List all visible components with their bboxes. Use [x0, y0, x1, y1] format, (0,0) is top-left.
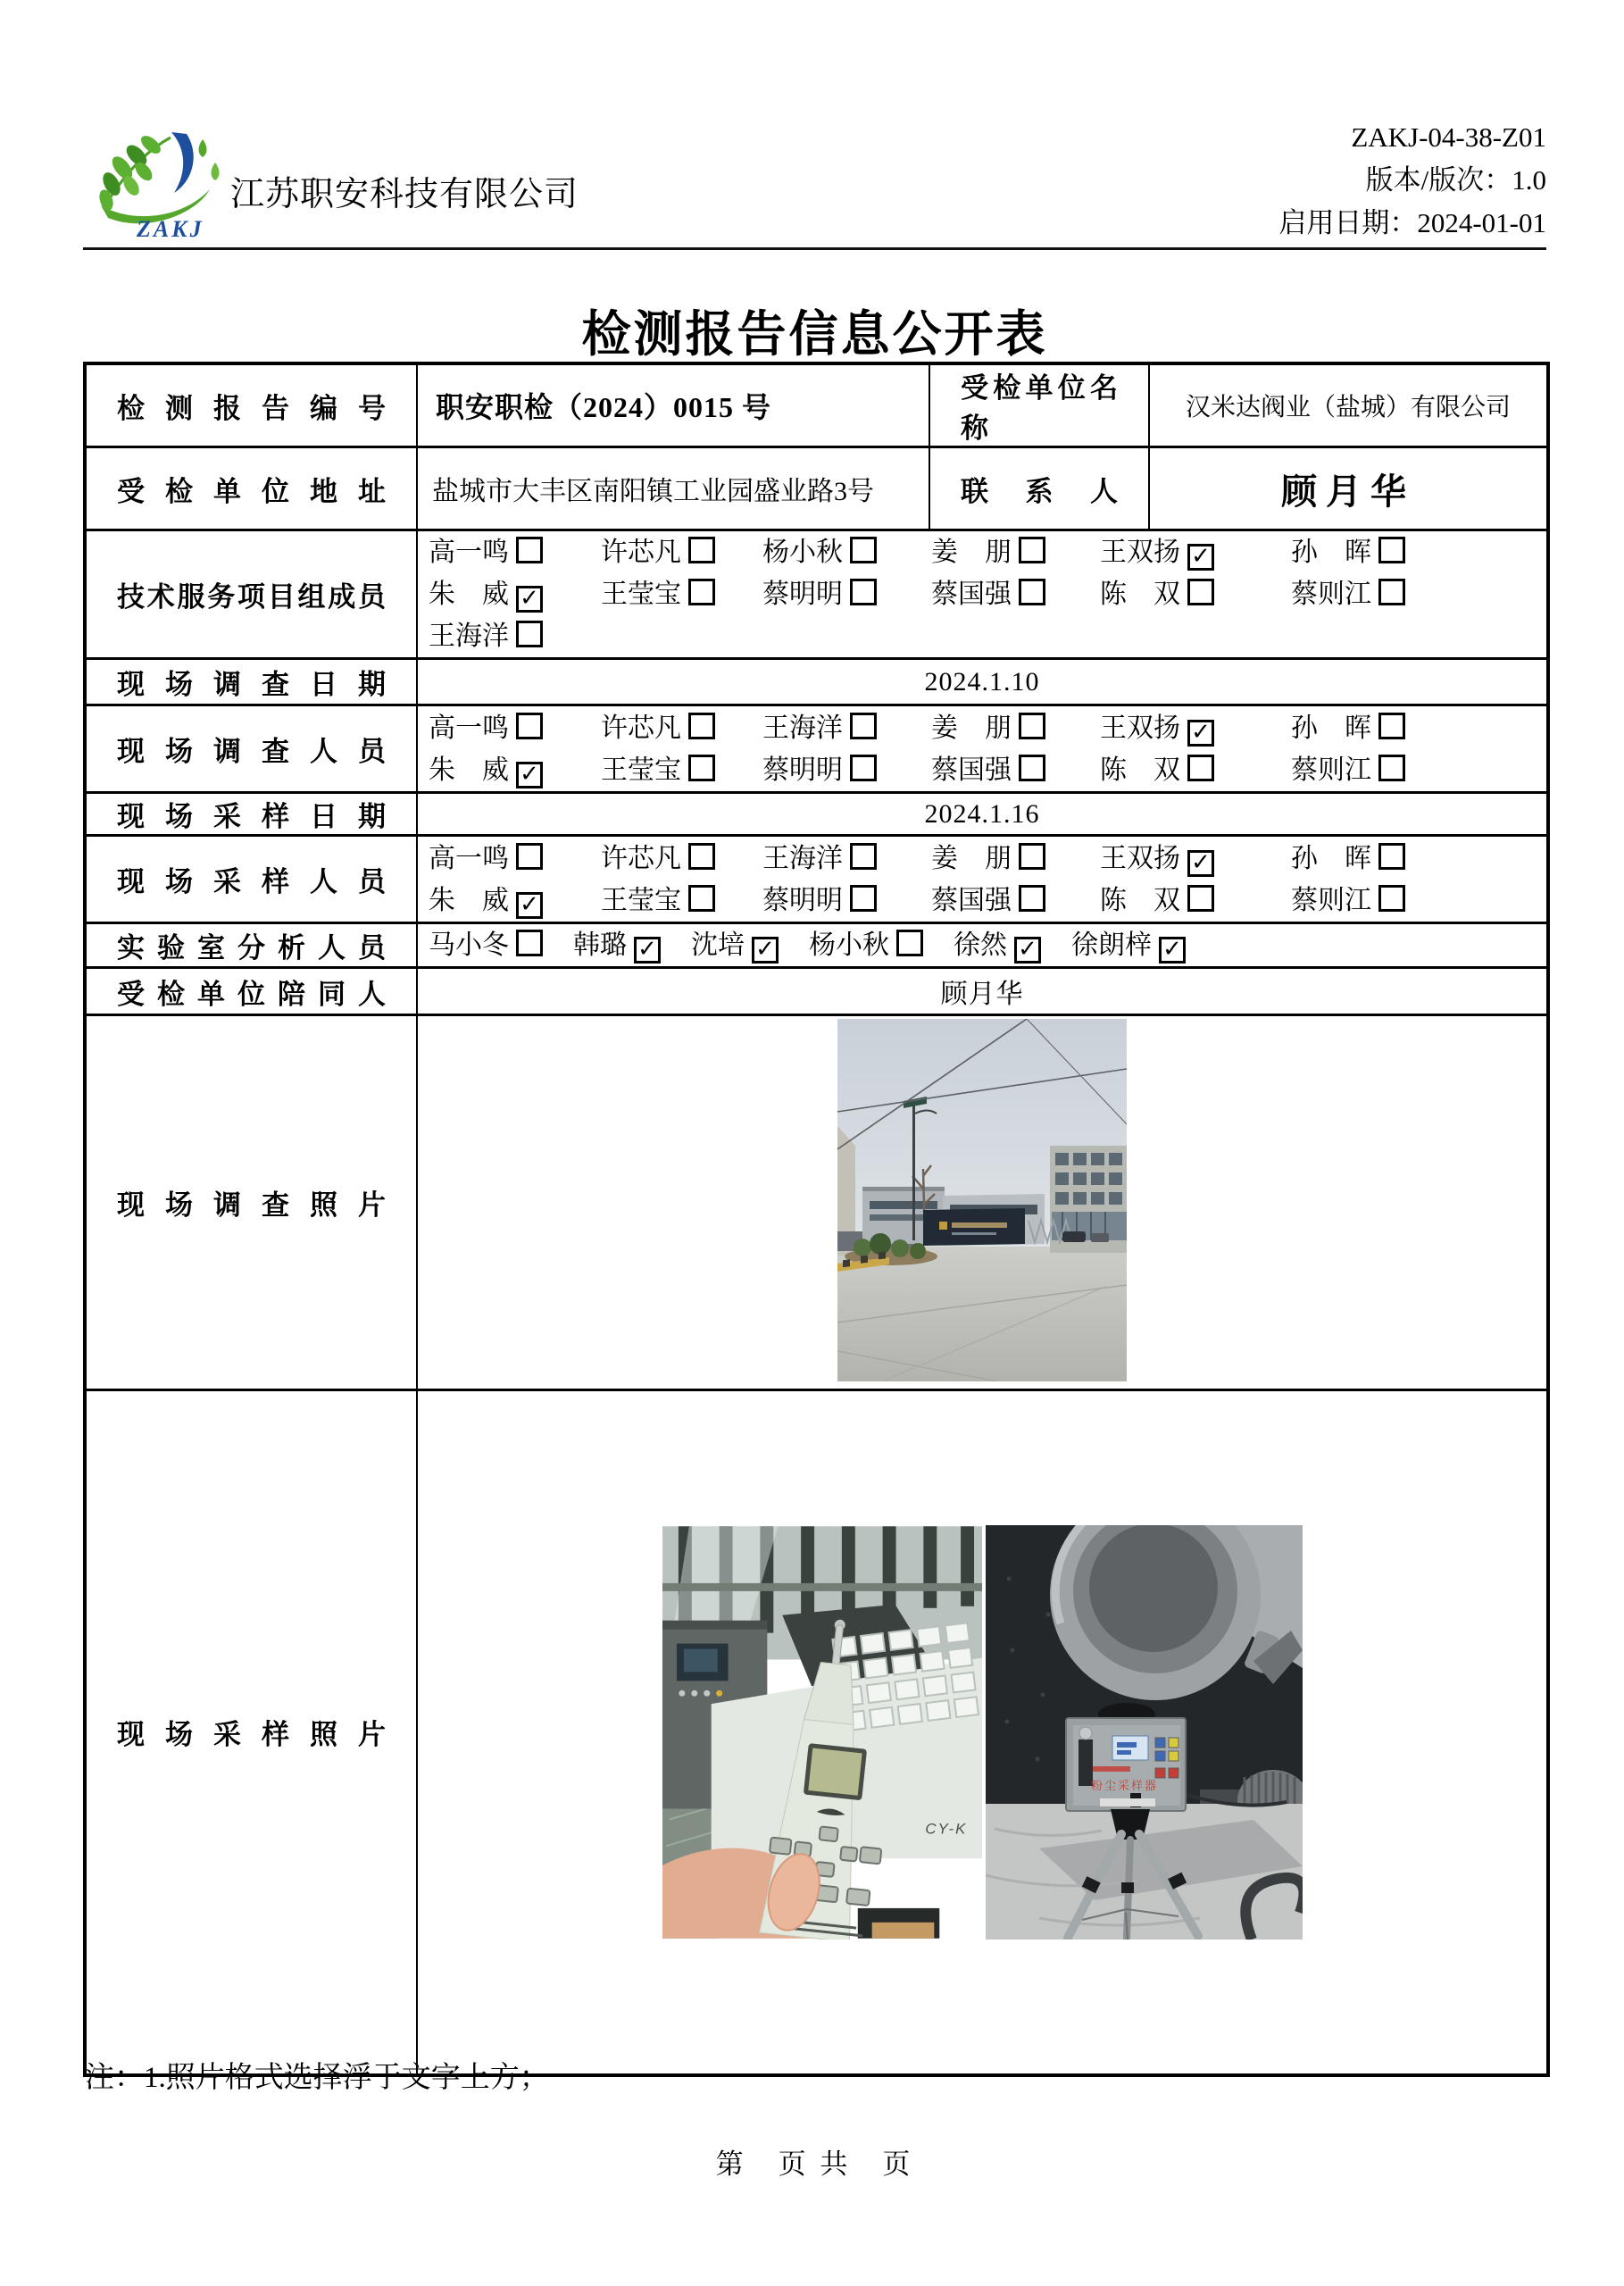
person-entry — [762, 838, 931, 880]
doc-version: 版本/版次：1.0 — [1365, 164, 1546, 196]
person-name: 朱 威 — [429, 755, 509, 785]
person-name: 陈 双 — [1100, 885, 1180, 915]
checkbox-checked-icon[interactable]: ✓ — [1187, 720, 1214, 747]
person-name: 王双扬 — [1100, 538, 1180, 567]
person-name: 许芯凡 — [601, 538, 681, 567]
person-entry — [601, 573, 762, 615]
sampling-photo-noise-meter — [662, 1525, 982, 1940]
person-name: 孙 晖 — [1291, 538, 1371, 567]
person-name: 王莹宝 — [601, 885, 681, 915]
checkbox-empty-icon[interactable] — [1378, 713, 1405, 739]
table-row — [85, 836, 1548, 923]
sampling-photos — [418, 1525, 1546, 1940]
checkbox-empty-icon[interactable] — [896, 930, 923, 956]
person-name: 朱 威 — [429, 580, 509, 609]
unit-name-label: 受检单位名称 — [929, 363, 1149, 447]
person-entry — [601, 749, 762, 791]
checkbox-empty-icon[interactable] — [516, 713, 543, 739]
person-name: 沈培 — [691, 930, 745, 960]
checkbox-empty-icon[interactable] — [1378, 843, 1405, 870]
table-row — [85, 363, 1548, 447]
checkbox-empty-icon[interactable] — [1019, 843, 1045, 870]
table-row — [85, 530, 1548, 659]
person-name: 陈 双 — [1100, 755, 1180, 785]
page-number: 第 页 共 页 — [715, 2148, 914, 2180]
table-row — [85, 659, 1548, 705]
machine-model-text: CY-K — [924, 1820, 967, 1838]
person-entry — [1291, 880, 1546, 922]
person-name: 姜 朋 — [931, 538, 1012, 567]
team-checklist — [418, 531, 1546, 657]
contact-label: 联系人 — [929, 447, 1149, 530]
person-name: 蔡明明 — [762, 885, 843, 915]
person-entry — [601, 531, 762, 573]
page-title: 检测报告信息公开表 — [581, 307, 1048, 362]
company-name: 江苏职安科技有限公司 — [230, 176, 579, 213]
person-name: 高一鸣 — [429, 538, 509, 567]
table-row — [85, 793, 1548, 836]
checkbox-empty-icon[interactable] — [688, 579, 715, 605]
company-logo — [85, 109, 237, 243]
checkbox-empty-icon[interactable] — [1019, 537, 1045, 563]
person-entry — [601, 838, 762, 880]
sampling-checklist — [418, 838, 1546, 922]
person-name: 王莹宝 — [601, 580, 681, 609]
checkbox-empty-icon[interactable] — [1378, 579, 1405, 605]
unit-name-value: 汉米达阀业（盐城）有限公司 — [1149, 363, 1548, 447]
person-entry — [429, 707, 601, 749]
checkbox-empty-icon[interactable] — [850, 713, 877, 739]
checkbox-empty-icon[interactable] — [516, 621, 543, 647]
person-entry — [931, 880, 1100, 922]
person-entry — [1100, 531, 1291, 573]
person-entry — [601, 707, 762, 749]
logo-zakj-text: ZAKJ — [137, 216, 204, 242]
person-entry — [931, 707, 1100, 749]
person-name: 杨小秋 — [762, 538, 843, 567]
checkbox-empty-icon[interactable] — [1187, 885, 1214, 912]
document-meta — [1278, 116, 1546, 245]
checkbox-empty-icon[interactable] — [850, 885, 877, 912]
checkbox-empty-icon[interactable] — [688, 537, 715, 563]
person-name: 韩璐 — [573, 930, 627, 960]
unit-addr-value: 盐城市大丰区南阳镇工业园盛业路3号 — [417, 447, 929, 530]
person-entry — [429, 531, 601, 573]
person-entry — [931, 749, 1100, 791]
person-name: 孙 晖 — [1291, 843, 1371, 873]
person-name: 蔡明明 — [762, 755, 843, 785]
person-entry — [1291, 749, 1546, 791]
person-entry — [429, 880, 601, 922]
sampling-photo-dust-sampler — [986, 1525, 1303, 1940]
person-entry — [601, 880, 762, 922]
person-entry — [931, 838, 1100, 880]
checkbox-checked-icon[interactable]: ✓ — [634, 937, 661, 964]
checkbox-empty-icon[interactable] — [1019, 755, 1045, 781]
person-name: 孙 晖 — [1291, 713, 1371, 743]
person-entry — [1100, 880, 1291, 922]
sampler-lcd — [1112, 1736, 1148, 1760]
person-entry — [1100, 707, 1291, 749]
person-entry — [762, 531, 931, 573]
table-row — [85, 1390, 1548, 2075]
checkbox-empty-icon[interactable] — [1187, 579, 1214, 605]
person-name: 王海洋 — [762, 713, 843, 743]
report-no-label: 检测报告编号 — [85, 363, 417, 447]
meter-lcd — [808, 1748, 862, 1795]
person-entry — [429, 615, 601, 657]
dust-sampler-device — [1066, 1703, 1186, 1811]
checkbox-empty-icon[interactable] — [688, 755, 715, 781]
checkbox-empty-icon[interactable] — [850, 755, 877, 781]
doc-enable-date: 启用日期：2024-01-01 — [1278, 207, 1546, 238]
checkbox-empty-icon[interactable] — [516, 843, 543, 870]
person-name: 蔡明明 — [762, 580, 843, 609]
person-entry — [429, 573, 601, 615]
person-name: 王双扬 — [1100, 713, 1180, 743]
sampler-label-text: 粉尘采样器 — [1090, 1778, 1158, 1792]
person-entry — [429, 749, 601, 791]
sound-level-meter-photo — [662, 1525, 982, 1940]
person-entry — [573, 924, 661, 966]
checkbox-empty-icon[interactable] — [1378, 537, 1405, 563]
person-name: 马小冬 — [429, 930, 509, 960]
person-entry — [1291, 707, 1546, 749]
person-name: 蔡则江 — [1291, 755, 1371, 785]
checkbox-empty-icon[interactable] — [1378, 885, 1405, 912]
checkbox-empty-icon[interactable] — [516, 930, 543, 956]
escort-label: 受检单位陪同人 — [85, 968, 417, 1015]
person-name: 许芯凡 — [601, 713, 681, 743]
checkbox-checked-icon[interactable]: ✓ — [1014, 937, 1041, 964]
person-entry — [931, 531, 1100, 573]
person-name: 徐朗梓 — [1071, 930, 1152, 960]
person-entry — [429, 838, 601, 880]
person-name: 王莹宝 — [601, 755, 681, 785]
checkbox-empty-icon[interactable] — [850, 579, 877, 605]
checkbox-empty-icon[interactable] — [850, 843, 877, 870]
team-label: 技术服务项目组成员 — [85, 530, 417, 659]
survey-date-value: 2024.1.10 — [417, 659, 1548, 705]
checkbox-empty-icon[interactable] — [1378, 755, 1405, 781]
person-entry — [691, 924, 779, 966]
checkbox-empty-icon[interactable] — [850, 537, 877, 563]
person-entry — [931, 573, 1100, 615]
doc-code: ZAKJ-04-38-Z01 — [1351, 121, 1546, 153]
person-name: 许芯凡 — [601, 843, 681, 873]
person-name: 杨小秋 — [809, 930, 889, 960]
person-entry — [762, 707, 931, 749]
person-entry — [954, 924, 1041, 966]
logo-leaves — [97, 132, 164, 212]
person-name: 姜 朋 — [931, 713, 1012, 743]
person-name: 王双扬 — [1100, 843, 1180, 873]
survey-photo — [837, 1019, 1127, 1381]
person-entry — [1100, 573, 1291, 615]
person-name: 蔡则江 — [1291, 885, 1371, 915]
person-entry — [1100, 838, 1291, 880]
person-name: 高一鸣 — [429, 713, 509, 743]
checkbox-empty-icon[interactable] — [688, 843, 715, 870]
table-row — [85, 923, 1548, 968]
dust-sampler-photo — [986, 1525, 1303, 1940]
factory-entrance-photo — [837, 1019, 1127, 1381]
sampling-staff-label: 现场采样人员 — [85, 836, 417, 923]
checkbox-checked-icon[interactable]: ✓ — [516, 586, 543, 613]
table-row — [85, 1015, 1548, 1390]
lab-checklist — [418, 924, 1546, 966]
person-name: 朱 威 — [429, 885, 509, 915]
contact-value: 顾月华 — [1149, 447, 1548, 530]
survey-checklist — [418, 707, 1546, 791]
unit-addr-label: 受检单位地址 — [85, 447, 417, 530]
checkbox-checked-icon[interactable]: ✓ — [516, 892, 543, 919]
checkbox-checked-icon[interactable]: ✓ — [1187, 544, 1214, 571]
person-name: 姜 朋 — [931, 843, 1012, 873]
person-name: 高一鸣 — [429, 843, 509, 873]
table-row — [85, 705, 1548, 793]
table-row — [85, 968, 1548, 1015]
checkbox-empty-icon[interactable] — [688, 713, 715, 739]
checkbox-empty-icon[interactable] — [516, 537, 543, 563]
checkbox-empty-icon[interactable] — [1019, 713, 1045, 739]
person-entry — [1100, 749, 1291, 791]
person-entry — [762, 749, 931, 791]
sampling-photo-label: 现场采样照片 — [85, 1390, 417, 2075]
checkbox-empty-icon[interactable] — [688, 885, 715, 912]
person-entry — [809, 924, 923, 966]
survey-photo-label: 现场调查照片 — [85, 1015, 417, 1390]
checkbox-empty-icon[interactable] — [1187, 755, 1214, 781]
checkbox-checked-icon[interactable]: ✓ — [752, 937, 779, 964]
person-name: 蔡国强 — [931, 580, 1012, 609]
checkbox-empty-icon[interactable] — [1019, 579, 1045, 605]
escort-value: 顾月华 — [417, 968, 1548, 1015]
table-row — [85, 447, 1548, 530]
checkbox-checked-icon[interactable]: ✓ — [516, 762, 543, 788]
person-entry — [762, 573, 931, 615]
person-entry — [1071, 924, 1186, 966]
person-name: 陈 双 — [1100, 580, 1180, 609]
person-name: 王海洋 — [429, 622, 509, 651]
sampling-date-label: 现场采样日期 — [85, 793, 417, 836]
report-info-table — [83, 362, 1550, 2077]
logo-swoosh-blue — [171, 132, 194, 193]
checkbox-checked-icon[interactable]: ✓ — [1159, 937, 1186, 964]
street-lamp-pole — [912, 1105, 915, 1240]
person-name: 蔡国强 — [931, 885, 1012, 915]
person-entry — [1291, 573, 1546, 615]
header-divider — [83, 247, 1546, 250]
lab-label: 实验室分析人员 — [85, 923, 417, 968]
person-name: 蔡则江 — [1291, 580, 1371, 609]
person-name: 徐然 — [954, 930, 1007, 960]
person-entry — [429, 924, 543, 966]
survey-staff-label: 现场调查人员 — [85, 705, 417, 793]
survey-date-label: 现场调查日期 — [85, 659, 417, 705]
report-no-value: 职安职检（2024）0015 号 — [417, 363, 929, 447]
person-entry — [762, 880, 931, 922]
checkbox-empty-icon[interactable] — [1019, 885, 1045, 912]
person-name: 王海洋 — [762, 843, 843, 873]
person-name: 蔡国强 — [931, 755, 1012, 785]
person-entry — [1291, 838, 1546, 880]
checkbox-checked-icon[interactable]: ✓ — [1187, 850, 1214, 877]
footnote: 注：1.照片格式选择浮于文字上方； — [85, 2062, 549, 2094]
sampling-date-value: 2024.1.16 — [417, 793, 1548, 836]
person-entry — [1291, 531, 1546, 573]
